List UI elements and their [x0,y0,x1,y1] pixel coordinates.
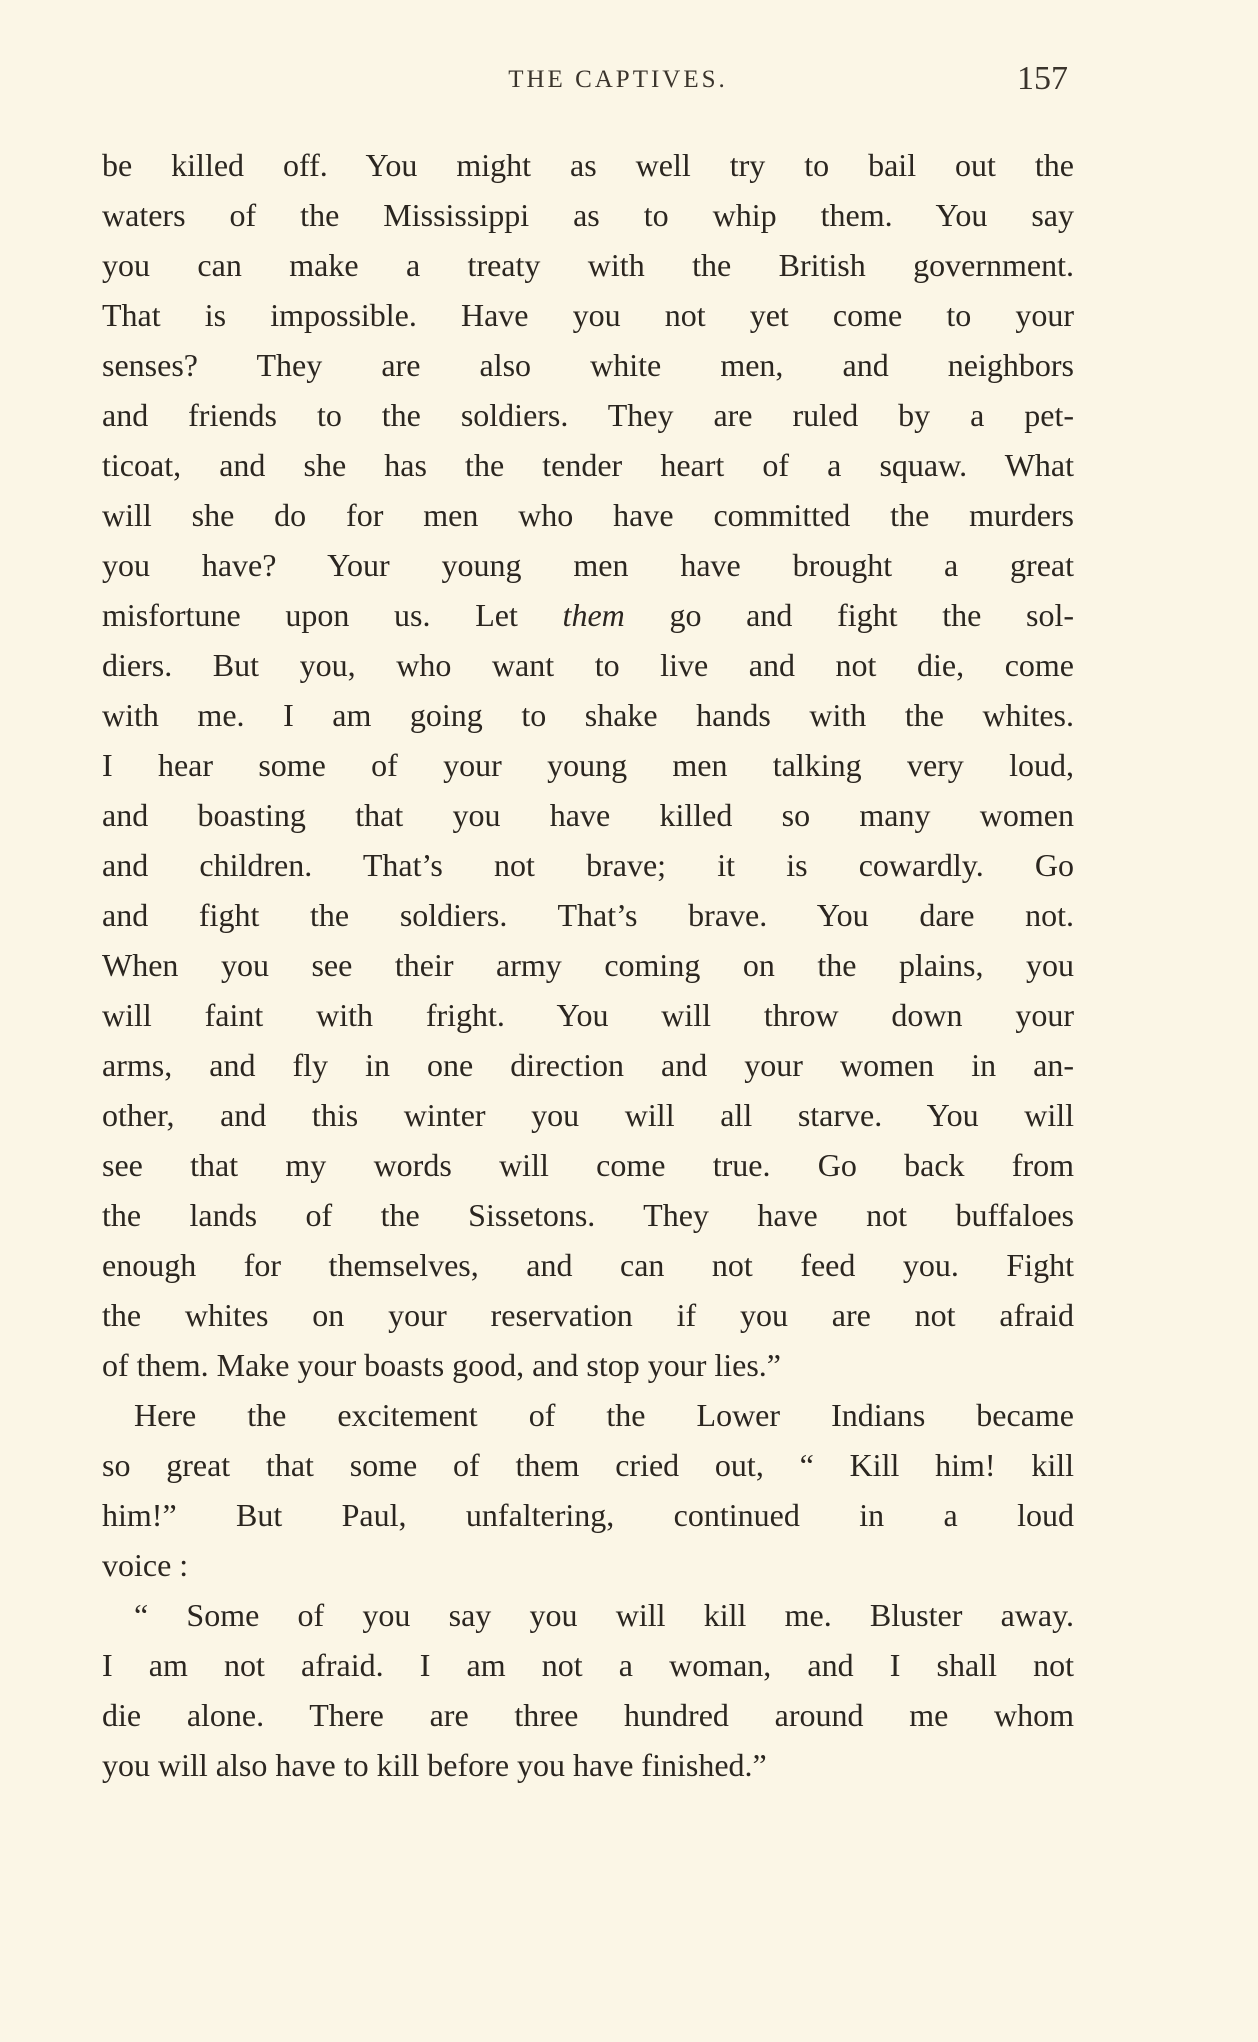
text-line: senses? They are also white men, and neighbors [102,347,1074,383]
text-line: and children. That’s not brave; it is cowardly. Go [102,847,1074,883]
text-line: diers. But you, who want to live and not die, come [102,647,1074,683]
text-line: you can make a treaty with the British government. [102,247,1074,283]
text-line: of them. Make your boasts good, and stop your lies.” [102,1347,781,1383]
text-line: enough for themselves, and can not feed you. Fight [102,1247,1074,1283]
text-line: the lands of the Sissetons. They have not buffaloes [102,1197,1074,1233]
text-line [102,590,1074,640]
text-line: and fight the soldiers. That’s brave. You dare not. [102,897,1074,933]
book-page [102,60,1074,1790]
text-line: voice : [102,1547,189,1583]
running-head [102,60,1074,110]
text-line: be killed off. You might as well try to bail out the [102,147,1074,183]
text-segment: misfortune upon us. Let [102,597,563,633]
text-line: That is impossible. Have you not yet come to your [102,297,1074,333]
text-line: arms, and fly in one direction and your women in an- [102,1047,1074,1083]
emphasized-word: them [562,597,625,633]
text-line: die alone. There are three hundred around me whom [102,1697,1074,1733]
text-line: with me. I am going to shake hands with the whites. [102,697,1074,733]
text-line: When you see their army coming on the plains, you [102,947,1074,983]
text-line: you have? Your young men have brought a great [102,547,1074,583]
text-line: and boasting that you have killed so many women [102,797,1074,833]
text-line: see that my words will come true. Go back from [102,1147,1074,1183]
text-line: him!” But Paul, unfaltering, continued in a loud [102,1497,1074,1533]
text-line: will she do for men who have committed the murders [102,497,1074,533]
page-number: 157 [1017,60,1068,97]
text-line: so great that some of them cried out, “ Kill him! kill [102,1447,1074,1483]
text-line: and friends to the soldiers. They are ruled by a pet- [102,397,1074,433]
text-line: I hear some of your young men talking very loud, [102,747,1074,783]
text-line: waters of the Mississippi as to whip them. You say [102,197,1074,233]
text-line: you will also have to kill before you have finished.” [102,1747,767,1783]
text-line: will faint with fright. You will throw down your [102,997,1074,1033]
running-title: THE CAPTIVES. [508,66,728,93]
text-line: ticoat, and she has the tender heart of a squaw. What [102,447,1074,483]
text-line: other, and this winter you will all starve. You will [102,1097,1074,1133]
text-line: I am not afraid. I am not a woman, and I shall not [102,1647,1074,1683]
text-line: the whites on your reservation if you are not afraid [102,1297,1074,1333]
text-segment: go and fight the sol- [624,597,1074,633]
text-line: Here the excitement of the Lower Indians became [134,1397,1074,1433]
text-line: “ Some of you say you will kill me. Bluster away. [134,1597,1074,1633]
body-text [102,140,1074,1790]
